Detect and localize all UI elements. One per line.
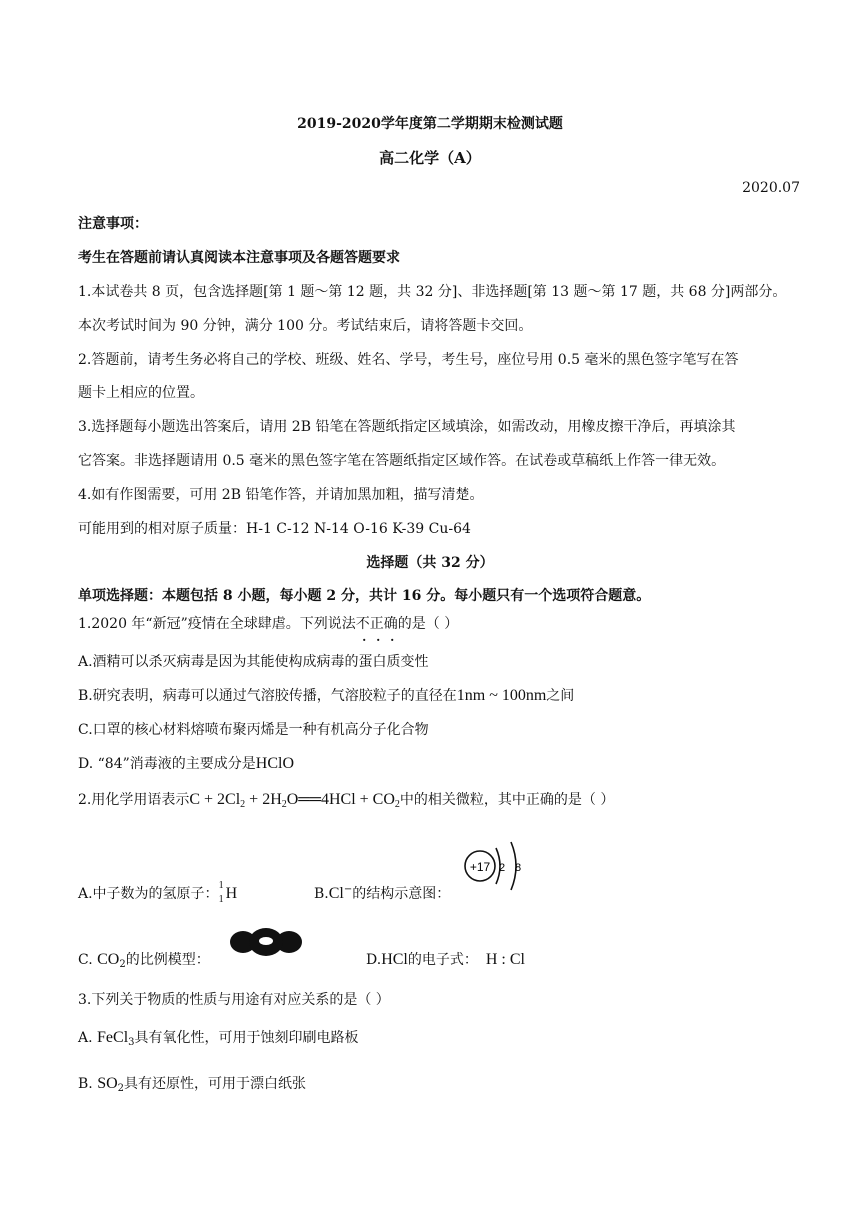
q1-option-d: D. “84”消毒液的主要成分是HClO — [78, 755, 294, 772]
co2-space-filling-model — [228, 924, 304, 960]
page-subtitle: 高二化学（A） — [379, 149, 481, 167]
notice-line: 它答案。非选择题请用 0.5 毫米的黑色签字笔在答题纸指定区域作答。在试卷或草稿纸上作答一律无效。 — [78, 453, 726, 469]
atomic-mass-line: 可能用到的相对原子质量：H-1 C-12 N-14 O-16 K-39 Cu-64 — [78, 521, 471, 537]
notice-subheading: 考生在答题前请认真阅读本注意事项及各题答题要求 — [78, 250, 400, 266]
exam-date: 2020.07 — [742, 180, 800, 196]
q2-option-c: C. $CO_2$的比例模型： — [78, 951, 210, 970]
q3-stem: 3.下列关于物质的性质与用途有对应关系的是（ ） — [78, 992, 390, 1008]
q2-stem: 2.用化学用语表示$C + 2Cl_2$ + $2H_2O══4HCl + CO_2$中的相关微粒，其中正确的是（ ） — [78, 791, 615, 810]
notice-line: 2.答题前，请考生务必将自己的学校、班级、姓名、学号，考生号，座位号用 0.5 毫米的黑色签字笔写在答 — [78, 352, 739, 368]
q1-option-c: C.口罩的核心材料熔喷布聚丙烯是一种有机高分子化合物 — [78, 722, 429, 738]
notice-heading: 注意事项： — [78, 216, 148, 232]
q1-option-a: A.酒精可以杀灭病毒是因为其能使构成病毒的蛋白质变性 — [78, 654, 429, 670]
section-title: 选择题（共 32 分） — [366, 555, 494, 571]
svg-text:8: 8 — [514, 862, 522, 874]
notice-line: 4.如有作图需要，可用 2B 铅笔作答，并请加黑加粗，描写清楚。 — [78, 487, 484, 503]
q2-option-b: B.Cl−的结构示意图： — [314, 884, 451, 902]
svg-text:2: 2 — [498, 862, 506, 874]
notice-line: 3.选择题每小题选出答案后，请用 2B 铅笔在答题纸指定区域填涂，如需改动，用橡皮擦干净后，再填涂其 — [78, 419, 736, 435]
page-title: 2019-2020学年度第二学期期末检测试题 — [297, 116, 563, 132]
notice-line: 本次考试时间为 90 分钟，满分 100 分。考试结束后，请将答题卡交回。 — [78, 318, 533, 334]
q2-option-a: A.中子数为的氢原子： 1 1 H — [78, 880, 238, 905]
cl-ion-structure-diagram — [460, 836, 530, 896]
q1-stem: 1.2020 年“新冠”疫情在全球肆虐。下列说法不正确的是（ ） — [78, 616, 459, 632]
q2-option-d: D.HCl的电子式： H : Cl — [366, 951, 525, 968]
notice-line: 题卡上相应的位置。 — [78, 385, 204, 401]
q3-option-a: A. FeCl$_3$具有氧化性，可用于蚀刻印刷电路板 — [78, 1029, 359, 1048]
section-instruction: 单项选择题：本题包括 8 小题，每小题 2 分，共计 16 分。每小题只有一个选项符合题意。 — [78, 588, 651, 604]
reaction-equation: $C + 2Cl_2$ + $2H_2O══4HCl + CO_2$ — [189, 791, 400, 810]
svg-text:+17: +17 — [469, 860, 491, 874]
notice-line: 1.本试卷共 8 页，包含选择题[第 1 题～第 12 题，共 32 分]、非选择题[第 13 题～第 17 题，共 68 分]两部分。 — [78, 284, 787, 300]
q1-option-b: B.研究表明，病毒可以通过气溶胶传播，气溶胶粒子的直径在1nm ~ 100nm之间 — [78, 687, 575, 704]
q3-option-b: B. $SO_2$具有还原性，可用于漂白纸张 — [78, 1075, 307, 1094]
